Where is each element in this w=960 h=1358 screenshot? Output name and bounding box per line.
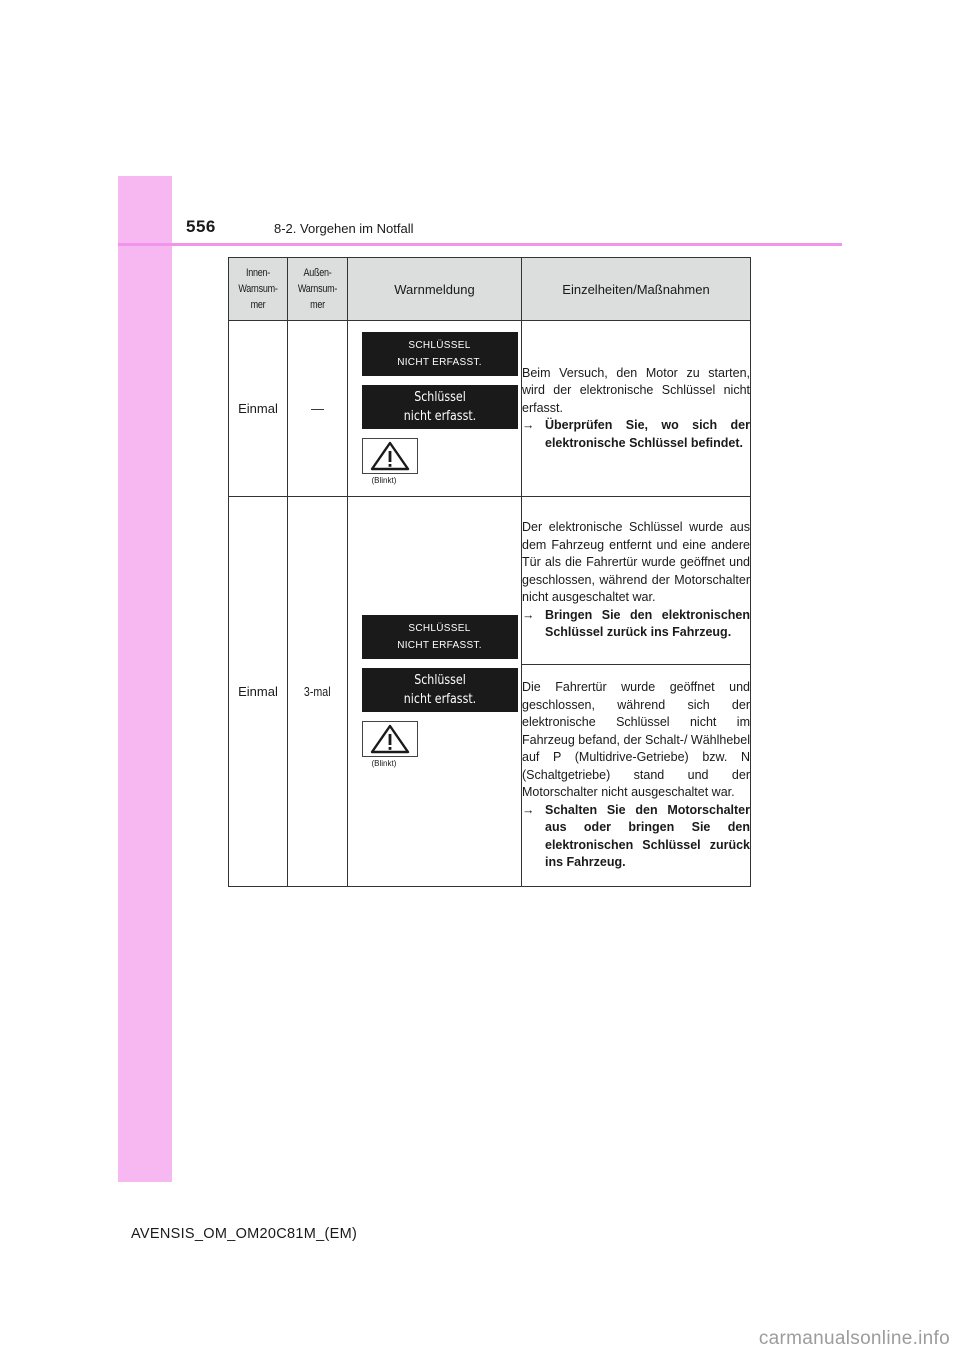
watermark: carmanualsonline.info	[758, 1328, 950, 1349]
table-header-row	[229, 258, 751, 321]
details-cell	[522, 497, 751, 665]
blink-note: (Blinkt)	[371, 476, 397, 485]
col-details: Einzelheiten/Maßnahmen	[522, 258, 751, 321]
mid-message: Schlüssel nicht erfasst.	[362, 668, 518, 712]
table-row	[229, 497, 751, 665]
inner-buzzer-cell: Einmal	[229, 497, 288, 887]
warning-triangle-icon	[362, 438, 418, 474]
col-outer-buzzer: Außen- Warnsum- mer	[288, 258, 348, 321]
warning-message-cell	[348, 497, 522, 887]
mid-message: Schlüssel nicht erfasst.	[362, 385, 518, 429]
table-row	[229, 321, 751, 497]
outer-buzzer-cell: 3-mal	[288, 497, 348, 887]
section-title: 8-2. Vorgehen im Notfall	[274, 221, 414, 236]
warning-triangle-icon	[362, 721, 418, 757]
col-warning-message: Warnmeldung	[348, 258, 522, 321]
arrow-icon: →	[522, 418, 535, 433]
action-item: → Bringen Sie den elektronischen Schlüssel zurück ins Fahrzeug.	[522, 607, 750, 642]
action-item: → Überprüfen Sie, wo sich der elektronische Schlüssel befindet.	[522, 417, 750, 452]
page-number: 556	[186, 217, 216, 236]
header-rule	[118, 243, 842, 246]
warning-table	[228, 257, 751, 887]
detail-text: Beim Versuch, den Motor zu starten, wird der elektronische Schlüssel nicht erfasst.	[522, 365, 750, 415]
detail-text: Der elektronische Schlüssel wurde aus dem Fahrzeug entfernt und eine andere Tür als die Fahrertür wurde geöffnet und geschlossen, während der Motorschalter nicht ausgeschaltet war.	[522, 520, 750, 605]
side-color-band	[118, 176, 172, 1182]
details-cell	[522, 321, 751, 497]
lcd-message: SCHLÜSSEL NICHT ERFASST.	[362, 615, 518, 659]
blink-note: (Blinkt)	[371, 759, 397, 768]
arrow-icon: →	[522, 802, 535, 817]
outer-buzzer-cell: —	[288, 321, 348, 497]
col-inner-buzzer: Innen- Warnsum- mer	[229, 258, 288, 321]
lcd-message: SCHLÜSSEL NICHT ERFASST.	[362, 332, 518, 376]
detail-text: Die Fahrertür wurde geöffnet und geschlossen, während sich der elektronische Schlüssel nicht im Fahrzeug befand, der Schalt-/ Wählhebel auf P (Multidrive-Getriebe) bzw. N (Schaltgetriebe) stand und der Motorschalter nicht ausgeschaltet war.	[522, 680, 750, 800]
inner-buzzer-cell: Einmal	[229, 321, 288, 497]
action-item: → Schalten Sie den Motorschalter aus oder bringen Sie den elektronischen Schlüssel zurück ins Fahrzeug.	[522, 802, 750, 872]
arrow-icon: →	[522, 607, 535, 622]
document-code: AVENSIS_OM_OM20C81M_(EM)	[131, 1226, 358, 1242]
details-cell	[522, 665, 751, 887]
warning-message-cell	[348, 321, 522, 497]
